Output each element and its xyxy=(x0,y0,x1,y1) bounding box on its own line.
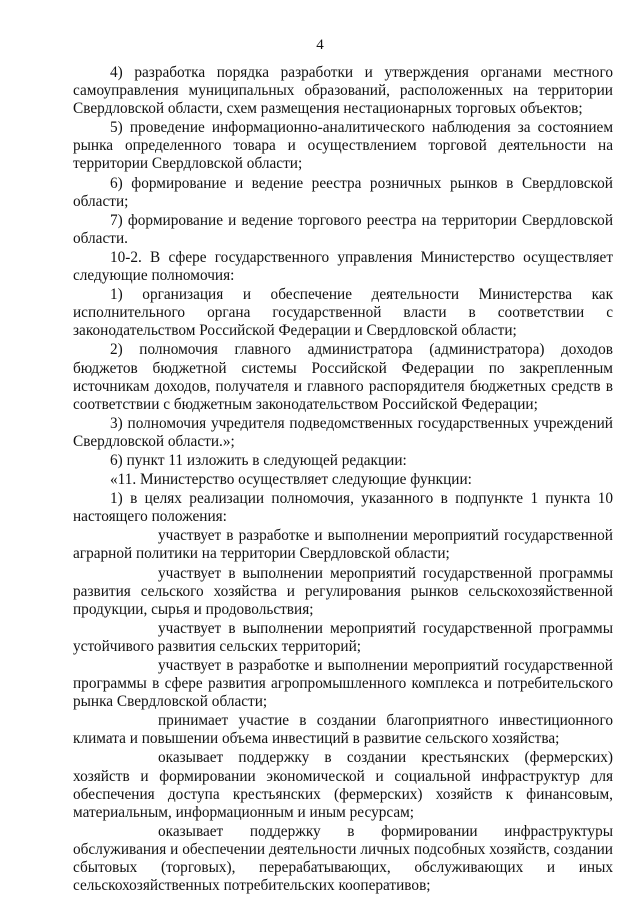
paragraph-sub-3: участвует в выполнении мероприятий государственной программы устойчивого развития сельских территорий; xyxy=(73,619,613,655)
paragraph-sub-4: участвует в разработке и выполнении мероприятий государственной программы в сфере развития агропромышленного комплекса и потребительского рынка Свердловской области; xyxy=(73,657,613,711)
paragraph-item-5: 5) проведение информационно-аналитического наблюдения за состоянием рынка определенного товара и осуществлением торговой деятельности на территории Свердловской области; xyxy=(73,119,613,173)
paragraph-sub-5: принимает участие в создании благоприятного инвестиционного климата и повышении объема инвестиций в развитие сельского хозяйства; xyxy=(73,712,613,748)
paragraph-item-7: 7) формирование и ведение торгового реестра на территории Свердловской области. xyxy=(73,211,613,247)
paragraph-item-4: 4) разработка порядка разработки и утверждения органами местного самоуправления муниципальных образований, расположенных на территории Свердловской области, схем размещения нестационарных торговых объектов; xyxy=(73,64,613,118)
paragraph-section-11: «11. Министерство осуществляет следующие функции: xyxy=(110,471,472,489)
paragraph-power-3: 3) полномочия учредителя подведомственных государственных учреждений Свердловской области.»; xyxy=(73,414,613,450)
document-body xyxy=(73,64,613,896)
paragraph-section-10-2: 10-2. В сфере государственного управления Министерство осуществляет следующие полномочия: xyxy=(73,248,613,285)
paragraph-power-2: 2) полномочия главного администратора (администратора) доходов бюджетов бюджетной системы Российской Федерации по закрепленным источникам доходов, получателя и главного распорядителя бюджетных средств в соответствии с бюджетным законодательством Российской Федерации; xyxy=(73,341,613,413)
paragraph-item-6: 6) формирование и ведение реестра розничных рынков в Свердловской области; xyxy=(73,174,613,210)
paragraph-sub-2: участвует в выполнении мероприятий государственной программы развития сельского хозяйства и регулирования рынков сельскохозяйственной продукции, сырья и продовольствия; xyxy=(73,564,613,618)
paragraph-sub-6: оказывает поддержку в создании крестьянских (фермерских) хозяйств и формировании экономической и социальной инфраструктур для обеспечения доступа крестьянских (фермерских) хозяйств к финансовым, материальным, информационным и иным ресурсам; xyxy=(73,749,613,821)
page-number: 4 xyxy=(316,37,324,53)
paragraph-sub-1: участвует в разработке и выполнении мероприятий государственной аграрной политики на территории Свердловской области; xyxy=(73,527,613,563)
paragraph-power-1: 1) организация и обеспечение деятельности Министерства как исполнительного органа государственной власти в соответствии с законодательством Российской Федерации и Свердловской области; xyxy=(73,286,613,340)
paragraph-function-1: 1) в целях реализации полномочия, указанного в подпункте 1 пункта 10 настоящего положения: xyxy=(73,490,613,526)
paragraph-sub-7: оказывает поддержку в формировании инфраструктуры обслуживания и обеспечении деятельности личных подсобных хозяйств, создании сбытовых (торговых), перерабатывающих, обслуживающих и иных сельскохозяйственных потребительских кооперативов; xyxy=(73,822,613,895)
paragraph-amend-6: 6) пункт 11 изложить в следующей редакции: xyxy=(110,451,407,469)
